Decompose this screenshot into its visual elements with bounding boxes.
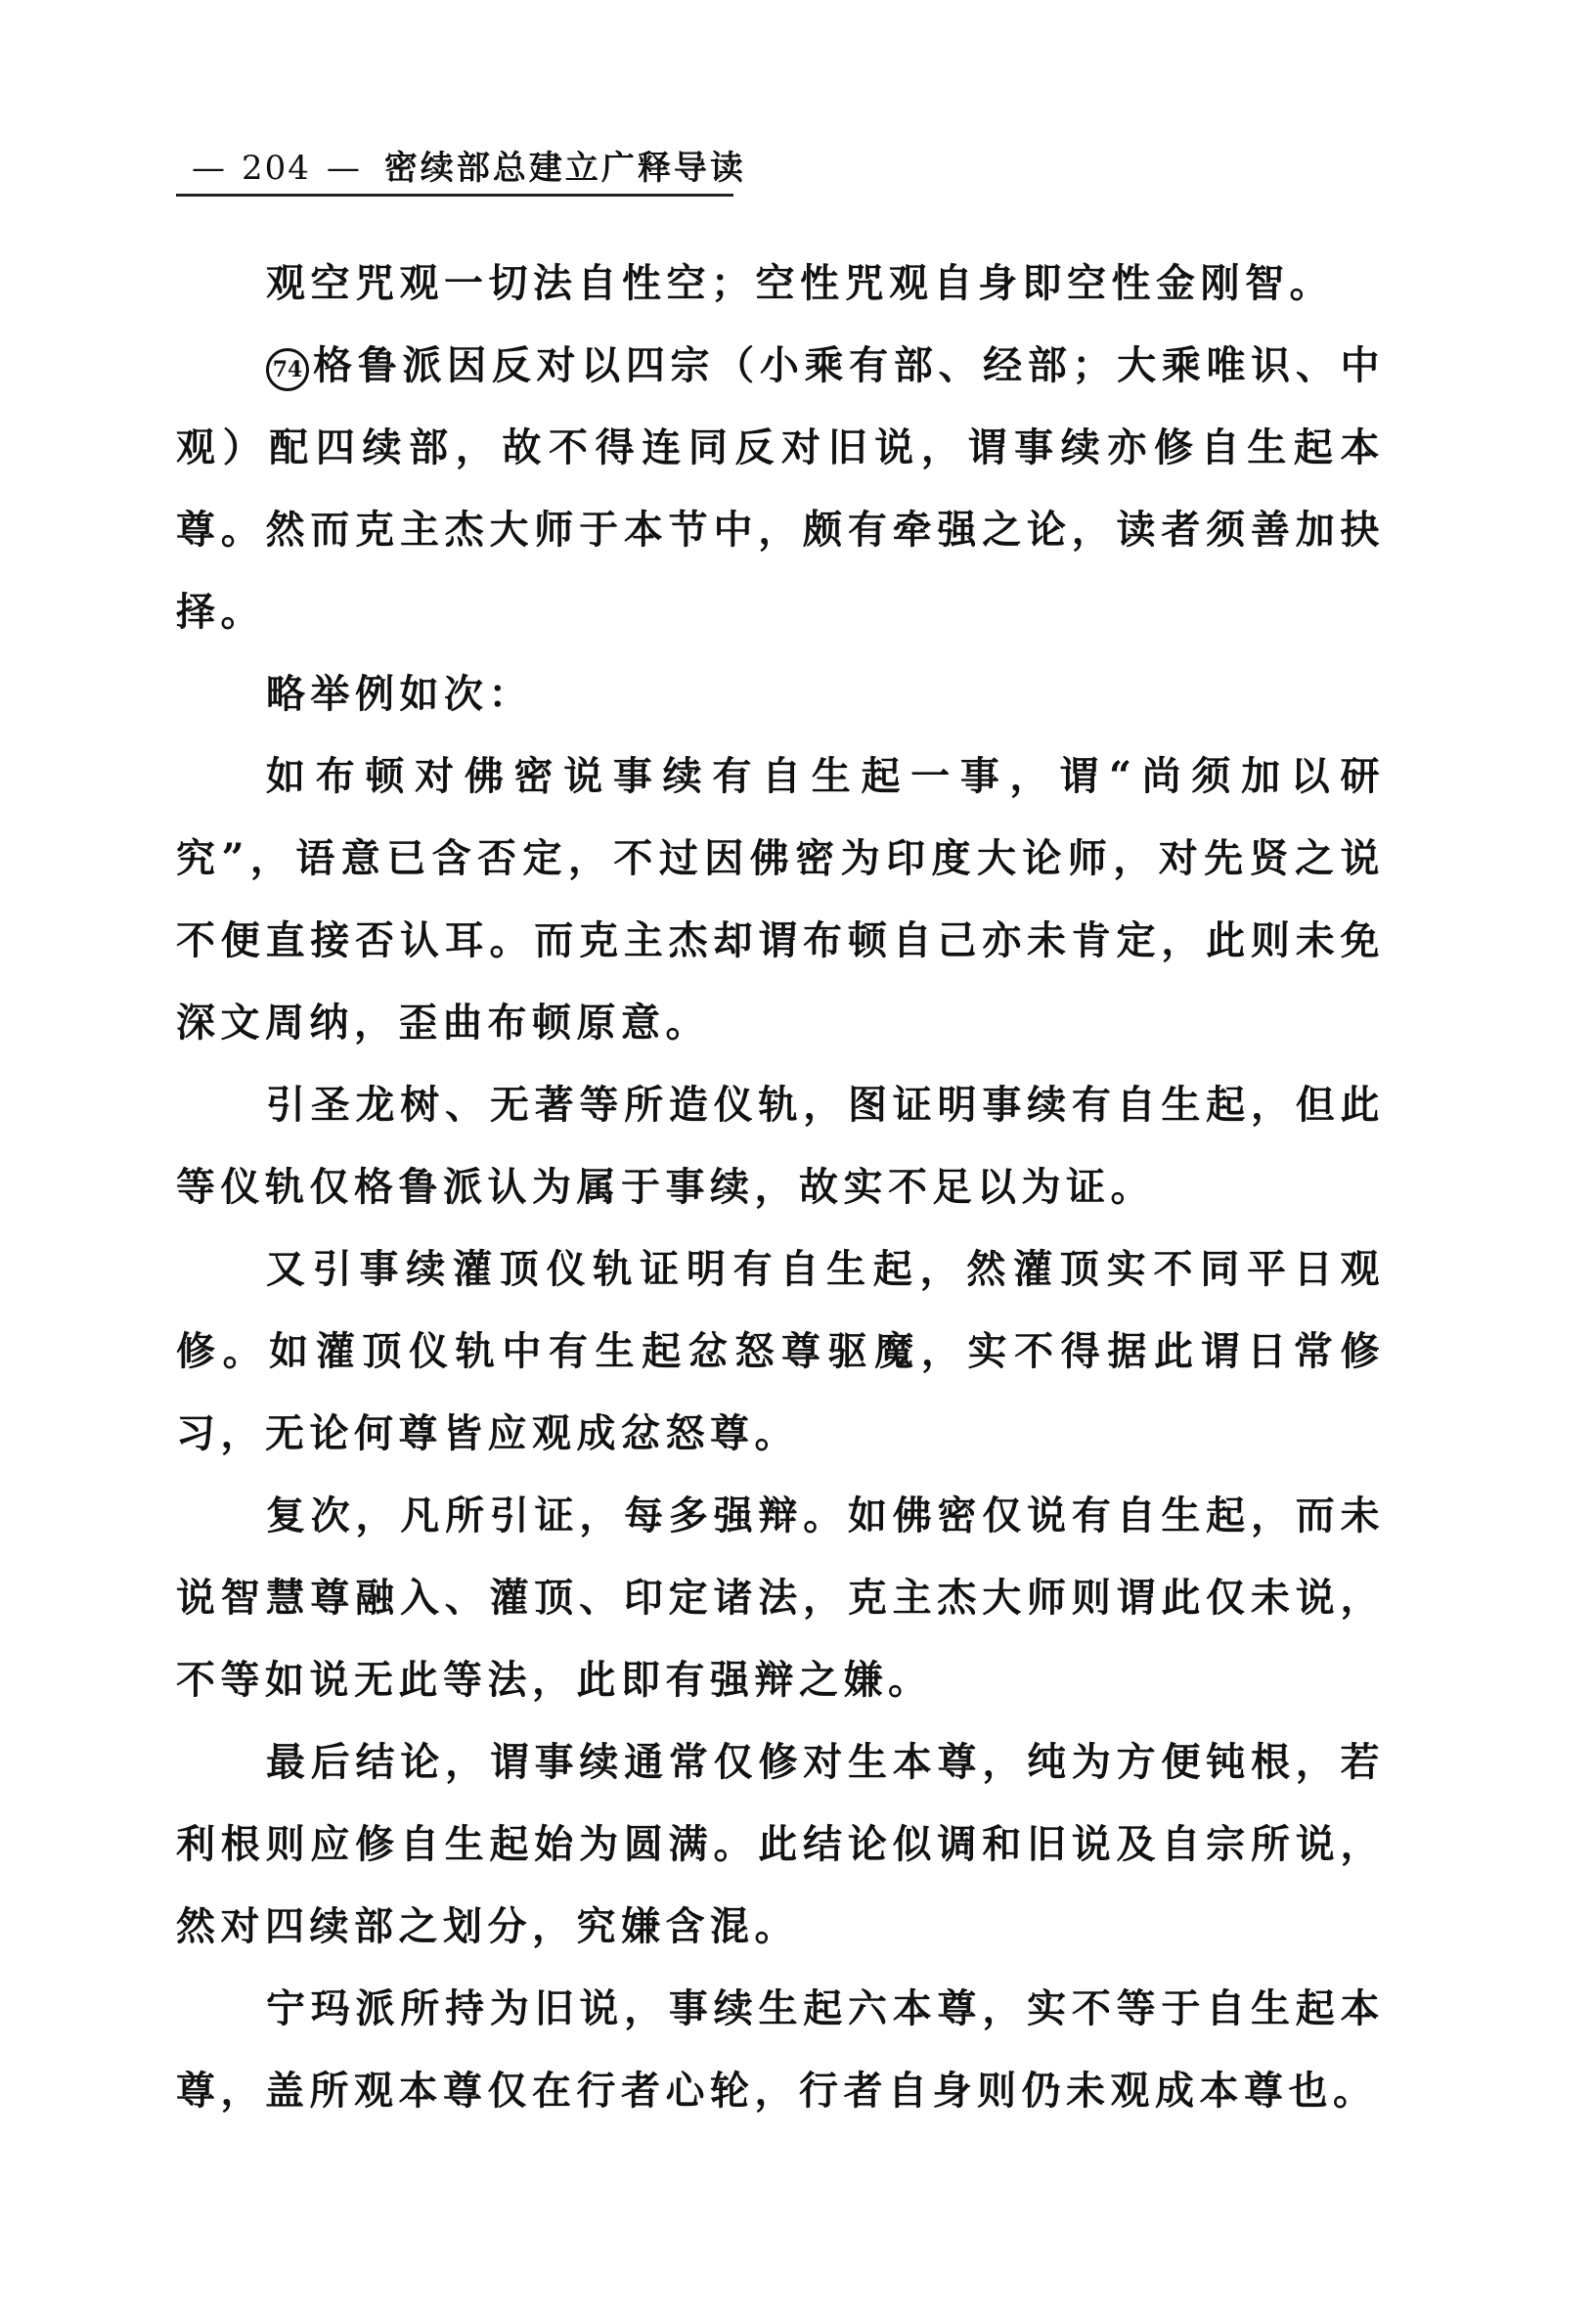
paragraph — [176, 653, 1385, 735]
body-text — [176, 243, 1385, 2132]
paragraph-text: 又引事续灌顶仪轨证明有自生起，然灌顶实不同平日观修。如灌顶仪轨中有生起忿怒尊驱魔，实不得据此谓日常修习，无论何尊皆应观成忿怒尊。 — [176, 1246, 1385, 1456]
circled-note-number: 74 — [266, 348, 309, 391]
paragraph — [176, 1228, 1385, 1475]
paragraph-text: 略举例如次： — [266, 671, 533, 717]
paragraph-text: 最后结论，谓事续通常仅修对生本尊，纯为方便钝根，若利根则应修自生起始为圆满。此结论似调和旧说及自宗所说，然对四续部之划分，究嫌含混。 — [176, 1739, 1385, 1949]
page-number: 204 — [242, 149, 311, 188]
paragraph-text: 引圣龙树、无著等所造仪轨，图证明事续有自生起，但此等仪轨仅格鲁派认为属于事续，故实不足以为证。 — [176, 1082, 1385, 1210]
paragraph — [176, 243, 1385, 325]
paragraph-text: 宁玛派所持为旧说，事续生起六本尊，实不等于自生起本尊，盖所观本尊仅在行者心轮，行者自身则仍未观成本尊也。 — [176, 1985, 1385, 2114]
running-header — [176, 149, 746, 188]
paragraph-with-note — [176, 325, 1385, 653]
paragraph — [176, 1721, 1385, 1968]
paragraph — [176, 1064, 1385, 1228]
header-rule — [176, 194, 733, 197]
paragraph — [176, 1968, 1385, 2132]
header-dash-left: — — [192, 149, 226, 188]
paragraph-text: 观空咒观一切法自性空；空性咒观自身即空性金刚智。 — [266, 260, 1334, 306]
paragraph-text: 如布顿对佛密说事续有自生起一事，谓“尚须加以研究”，语意已含否定，不过因佛密为印度大论师，对先贤之说不便直接否认耳。而克主杰却谓布顿自己亦未肯定，此则未免深文周纳，歪曲布顿原意。 — [176, 753, 1385, 1046]
book-title: 密续部总建立广释导读 — [383, 149, 746, 188]
header-dash-right: — — [326, 149, 361, 188]
paragraph — [176, 1475, 1385, 1721]
paragraph-text: 格鲁派因反对以四宗（小乘有部、经部；大乘唯识、中观）配四续部，故不得连同反对旧说，谓事续亦修自生起本尊。然而克主杰大师于本节中，颇有牵强之论，读者须善加抉择。 — [176, 342, 1385, 635]
paragraph — [176, 735, 1385, 1064]
paragraph-text: 复次，凡所引证，每多强辩。如佛密仅说有自生起，而未说智慧尊融入、灌顶、印定诸法，克主杰大师则谓此仅未说，不等如说无此等法，此即有强辩之嫌。 — [176, 1493, 1385, 1703]
